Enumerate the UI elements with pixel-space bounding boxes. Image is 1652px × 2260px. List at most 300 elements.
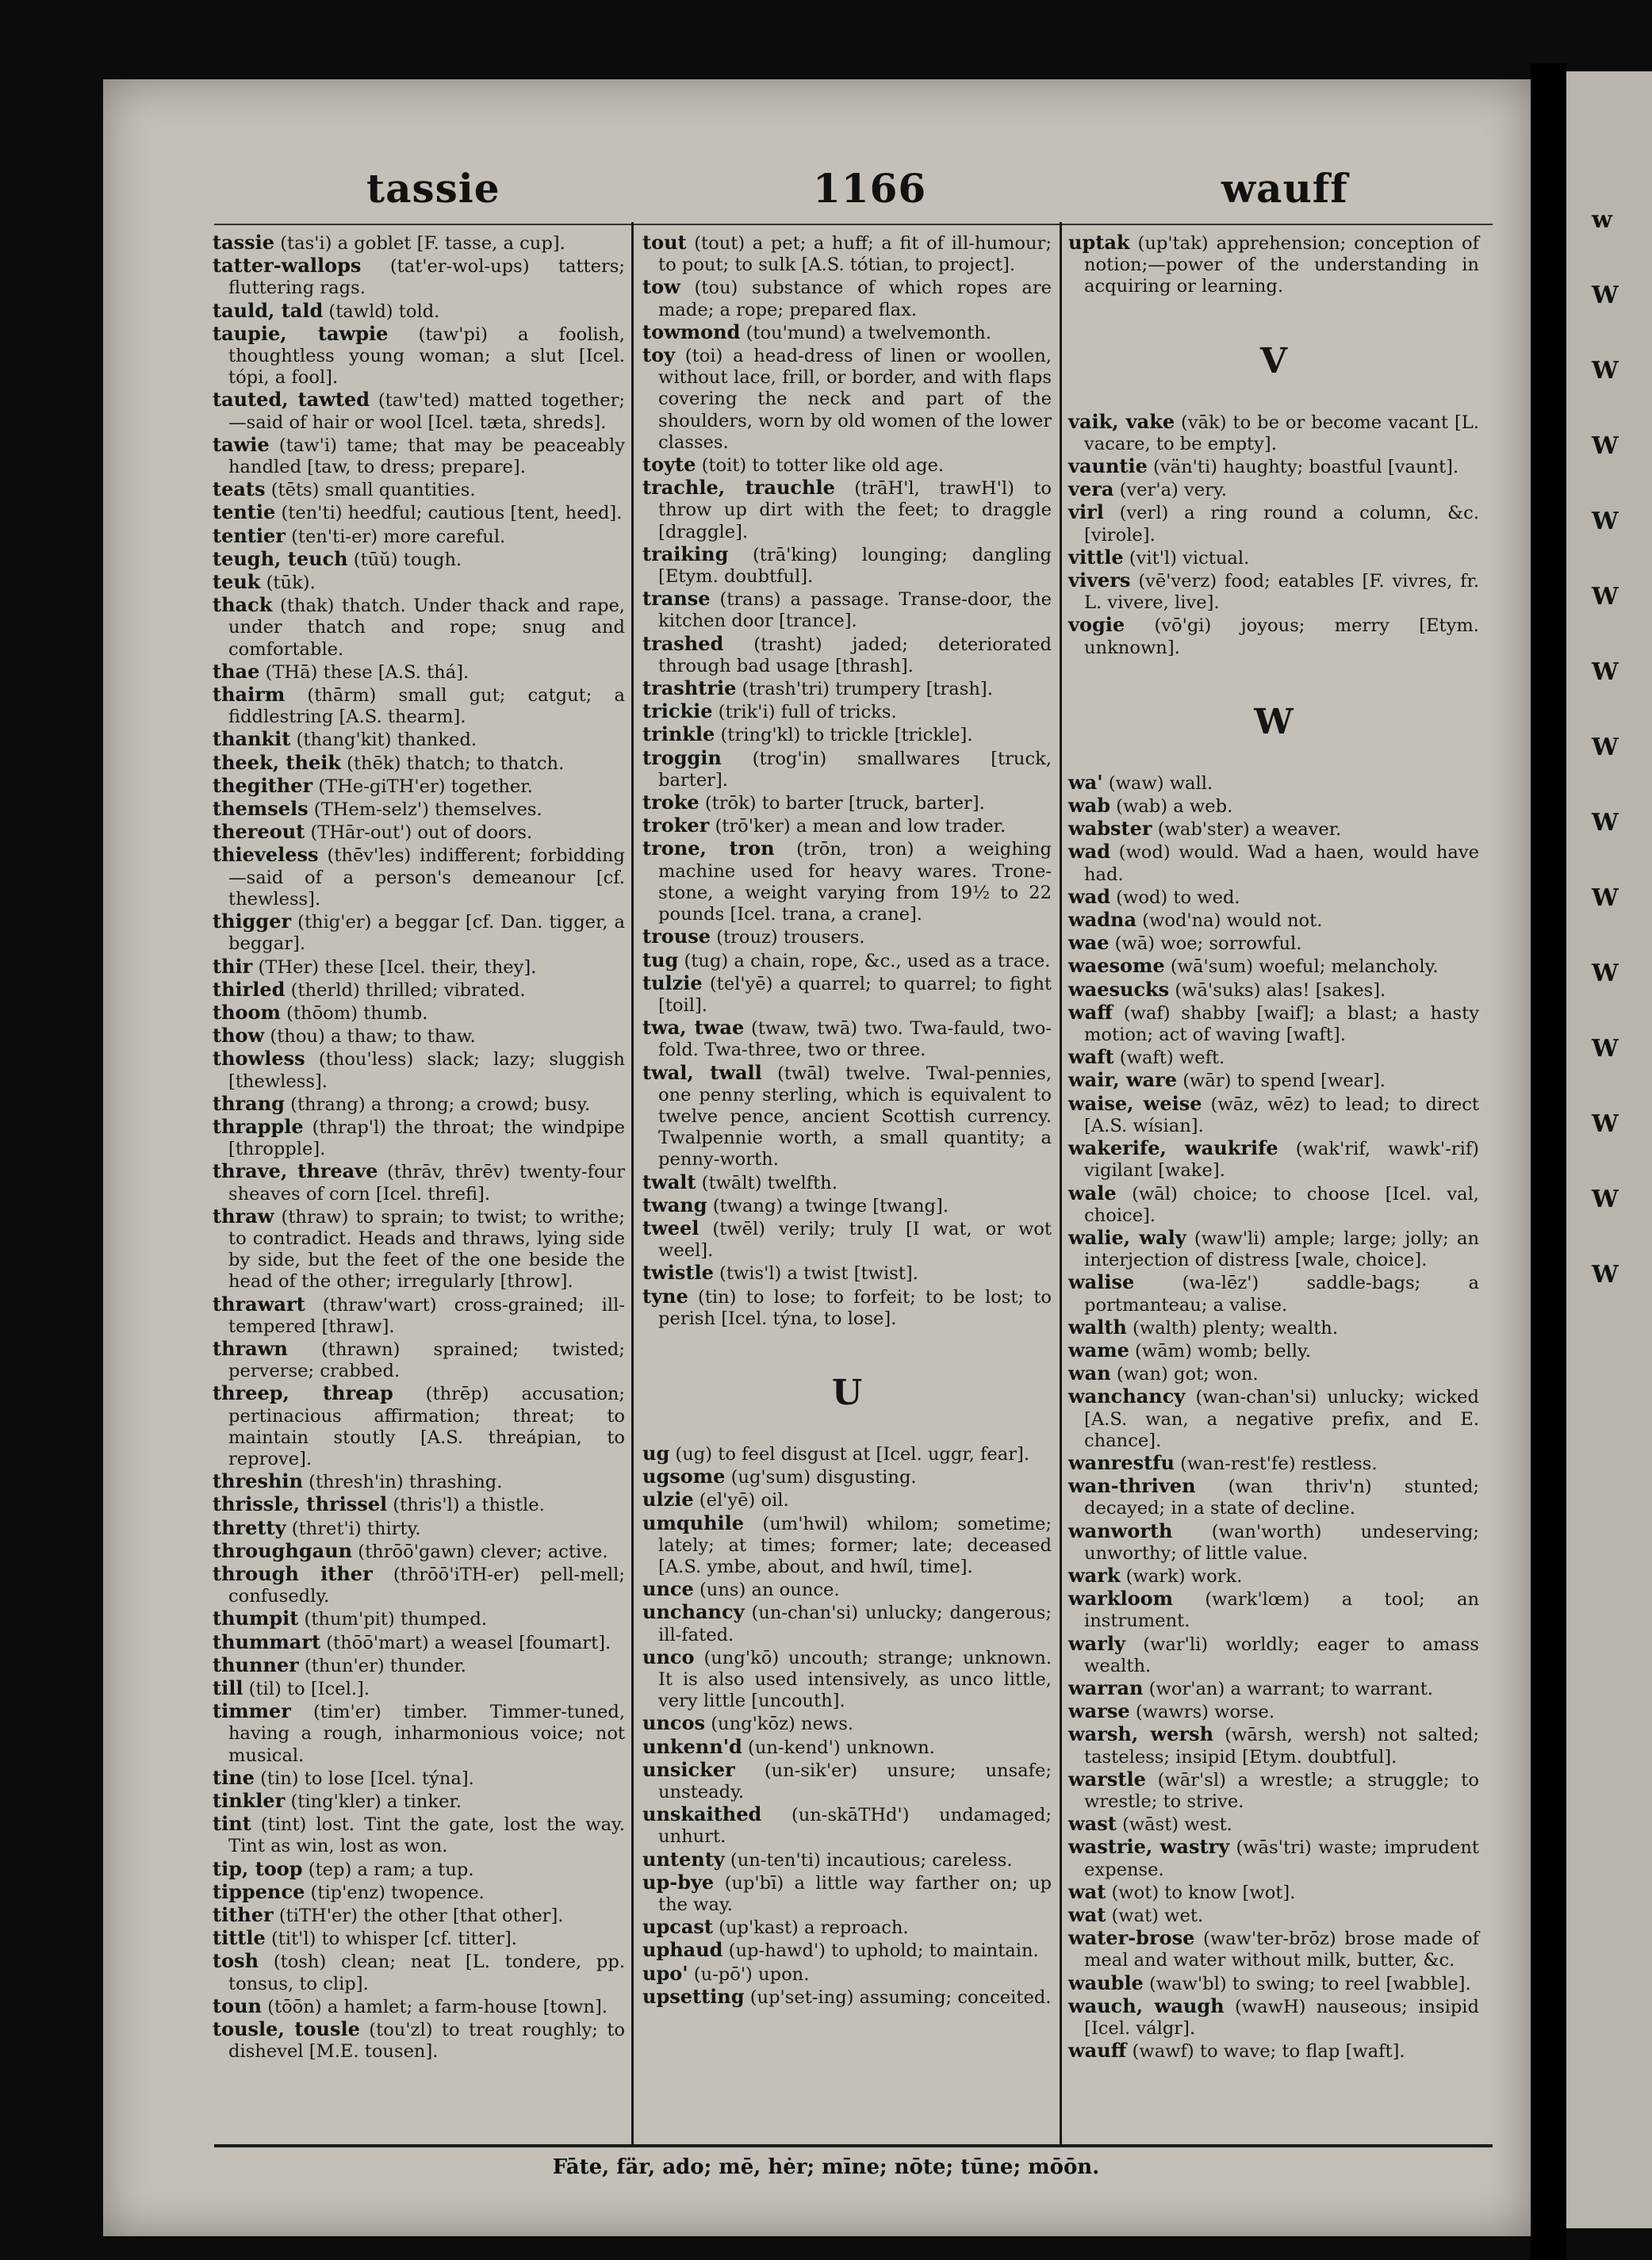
dictionary-entry	[1068, 1046, 1479, 1069]
entry-definition: (up'set-ing) assuming; conceited.	[744, 1986, 1052, 2008]
dictionary-entry	[213, 798, 625, 821]
dictionary-entry	[642, 1803, 1052, 1848]
dictionary-entry	[642, 700, 1052, 723]
entry-headword: thrang	[213, 1091, 285, 1115]
entry-headword: wae	[1068, 931, 1110, 955]
dictionary-entry	[1068, 841, 1479, 885]
next-page-fragment: W	[1592, 282, 1619, 309]
entry-definition: (up'tak) apprehension; conception of notion;—power of the understanding in acquiring or learning.	[1084, 233, 1479, 297]
entry-definition: (thris'l) a thistle.	[387, 1495, 545, 1516]
dictionary-entry	[1068, 1385, 1479, 1452]
entry-definition: (tūŭ) tough.	[347, 549, 462, 570]
dictionary-entry	[213, 752, 625, 775]
next-page-fragment: W	[1592, 1110, 1619, 1138]
entry-definition: (wan thriv'n) stunted; decayed; in a state of decline.	[1084, 1477, 1479, 1519]
dictionary-entry	[642, 1171, 1052, 1194]
dictionary-entry	[642, 1601, 1052, 1645]
dictionary-entry	[1068, 501, 1479, 546]
entry-headword: wa'	[1068, 770, 1103, 794]
column-1	[213, 232, 625, 2236]
entry-headword: waise, weise	[1068, 1091, 1202, 1115]
dictionary-entry	[213, 910, 625, 955]
entry-definition: (twang) a twinge [twang].	[707, 1195, 949, 1216]
dictionary-entry	[213, 501, 625, 524]
entry-definition: (thou'less) slack; lazy; sluggish [thewless].	[228, 1049, 625, 1092]
dictionary-entry	[213, 594, 625, 661]
dictionary-entry	[1068, 1881, 1479, 1904]
entry-headword: wale	[1068, 1181, 1117, 1205]
entry-definition: (vō'gi) joyous; merry [Etym. unknown].	[1084, 615, 1479, 658]
dictionary-entry	[642, 837, 1052, 925]
column-divider-2	[1060, 222, 1062, 2144]
dictionary-entry	[642, 276, 1052, 320]
entry-headword: tentie	[213, 500, 276, 524]
entry-definition: (wor'an) a warrant; to warrant.	[1143, 1678, 1433, 1699]
entry-headword: threep, threap	[213, 1381, 393, 1405]
section-letter: V	[1259, 340, 1288, 381]
entry-headword: teugh, teuch	[213, 546, 348, 570]
dictionary-entry	[213, 1607, 625, 1630]
entry-definition: (twis'l) a twist [twist].	[713, 1263, 918, 1285]
dictionary-entry	[213, 775, 625, 798]
dictionary-entry	[213, 1116, 625, 1160]
entry-definition: (wā'suks) alas! [sakes].	[1169, 979, 1386, 1001]
next-page-fragment: W	[1592, 734, 1619, 761]
entry-definition: (ug'sum) disgusting.	[725, 1467, 917, 1488]
entry-headword: thieveless	[213, 843, 319, 867]
entry-headword: umquhile	[642, 1511, 745, 1534]
entry-headword: walise	[1068, 1270, 1135, 1294]
entry-definition: (tit'l) to whisper [cf. titter].	[265, 1929, 517, 1950]
entry-definition: (trāH'l, trawH'l) to throw up dirt with the feet; to draggle [draggle].	[658, 478, 1052, 542]
entry-definition: (u-pō') upon.	[688, 1963, 810, 1985]
entry-definition: (thrap'l) the throat; the windpipe [thropple].	[228, 1117, 625, 1160]
entry-headword: uptak	[1068, 231, 1130, 254]
entry-definition: (wak'rif, wawk'-rif) vigilant [wake].	[1084, 1139, 1479, 1182]
section-letter: U	[831, 1372, 863, 1413]
dictionary-entry	[213, 1002, 625, 1025]
entry-headword: toun	[213, 1994, 262, 2017]
dictionary-entry	[642, 972, 1052, 1017]
dictionary-entry	[1068, 1316, 1479, 1339]
entry-headword: wauble	[1068, 1971, 1144, 1994]
dictionary-entry	[213, 1493, 625, 1516]
entry-definition: (ung'kōz) news.	[705, 1714, 854, 1735]
entry-definition: (wot) to know [wot].	[1106, 1882, 1296, 1903]
entry-headword: tauld, tald	[213, 298, 324, 322]
entry-definition: (taw'pi) a foolish, thoughtless young woman; a slut [Icel. tópi, a fool].	[228, 324, 625, 389]
entry-headword: wad	[1068, 840, 1110, 864]
dictionary-entry	[213, 1904, 625, 1927]
dictionary-entry	[642, 1062, 1052, 1171]
entry-definition: (thēk) thatch; to thatch.	[340, 753, 565, 774]
entry-definition: (waw'li) ample; large; jolly; an interjection of distress [wale, choice].	[1084, 1228, 1479, 1271]
entry-definition: (thēv'les) indifferent; forbidding—said of a person's demeanour [cf. thewless].	[228, 845, 625, 910]
dictionary-entry	[213, 728, 625, 751]
entry-headword: thegither	[213, 773, 313, 797]
column-divider-1	[631, 222, 634, 2144]
entry-headword: wat	[1068, 1903, 1106, 1926]
entry-definition: (wawrs) worse.	[1129, 1702, 1275, 1723]
dictionary-entry	[1068, 1137, 1479, 1182]
entry-definition: (wan'worth) undeserving; unworthy; of little value.	[1084, 1521, 1479, 1564]
entry-headword: wanrestfu	[1068, 1450, 1175, 1474]
dictionary-entry	[213, 1950, 625, 1994]
dictionary-entry	[642, 1465, 1052, 1488]
entry-headword: walie, waly	[1068, 1225, 1186, 1249]
column-3	[1068, 232, 1479, 2236]
dictionary-entry	[213, 232, 625, 255]
entry-headword: teats	[213, 477, 266, 501]
entry-headword: water-brose	[1068, 1926, 1195, 1950]
entry-definition: (wām) womb; belly.	[1129, 1340, 1311, 1362]
dictionary-entry	[1068, 1271, 1479, 1316]
dictionary-entry	[1068, 1588, 1479, 1632]
dictionary-entry	[642, 477, 1052, 543]
entry-definition: (trōk) to barter [truck, barter].	[699, 793, 985, 814]
dictionary-entry	[642, 1194, 1052, 1217]
entry-headword: warkloom	[1068, 1587, 1174, 1611]
dictionary-entry	[213, 255, 625, 299]
entry-headword: wab	[1068, 794, 1110, 818]
entry-headword: wadna	[1068, 908, 1136, 932]
entry-headword: unkenn'd	[642, 1734, 742, 1758]
entry-headword: trone, tron	[642, 837, 775, 860]
next-page-fragment: W	[1592, 809, 1619, 837]
dictionary-entry	[1068, 1520, 1479, 1565]
entry-headword: tweel	[642, 1216, 700, 1239]
entry-definition: (twaw, twā) two. Twa-fauld, two-fold. Twa-three, two or three.	[658, 1018, 1052, 1061]
dictionary-entry	[1068, 1904, 1479, 1927]
dictionary-entry	[213, 1205, 625, 1293]
dictionary-entry	[213, 979, 625, 1002]
dictionary-entry	[213, 1540, 625, 1563]
dictionary-entry	[642, 1217, 1052, 1262]
entry-headword: toy	[642, 343, 676, 367]
dictionary-entry	[213, 661, 625, 684]
entry-headword: tow	[642, 275, 680, 299]
dictionary-entry	[213, 1160, 625, 1205]
next-page-fragment: W	[1592, 1261, 1619, 1289]
dictionary-entry	[642, 543, 1052, 588]
entry-headword: trashed	[642, 631, 724, 655]
entry-definition: (ung'kō) uncouth; strange; unknown. It is also used intensively, as unco little, very little [uncouth].	[658, 1647, 1052, 1712]
entry-headword: traiking	[642, 542, 729, 565]
entry-definition: (el'yē) oil.	[693, 1490, 789, 1511]
dictionary-entry	[213, 1048, 625, 1092]
entry-definition: (THā) these [A.S. thá].	[259, 661, 470, 683]
next-page-fragment: W	[1592, 1035, 1619, 1063]
dictionary-entry	[1068, 1836, 1479, 1880]
dictionary-entry	[213, 1093, 625, 1116]
entry-definition: (til) to [Icel.].	[243, 1679, 370, 1699]
entry-definition: (thou) a thaw; to thaw.	[264, 1026, 476, 1048]
entry-headword: troke	[642, 791, 700, 814]
entry-definition: (twēl) verily; truly [I wat, or wot weel].	[658, 1218, 1052, 1262]
dictionary-entry	[213, 300, 625, 323]
next-page-fragment: W	[1592, 432, 1619, 460]
dictionary-entry	[1068, 2040, 1479, 2063]
dictionary-entry	[642, 925, 1052, 948]
entry-definition: (wārsh, wersh) not salted; tasteless; insipid [Etym. doubtful].	[1084, 1725, 1479, 1768]
entry-headword: twang	[642, 1193, 707, 1216]
next-page-fragment: W	[1592, 960, 1619, 987]
entry-headword: trachle, trauchle	[642, 476, 835, 500]
entry-definition: (toit) to totter like old age.	[696, 455, 945, 477]
entry-headword: up-bye	[642, 1870, 715, 1894]
entry-definition: (THer) these [Icel. their, they].	[252, 956, 537, 978]
entry-headword: thirled	[213, 977, 286, 1001]
dictionary-entry	[642, 1963, 1052, 1986]
pronunciation-key: Fāte, fär, ado; mē, hėr; mīne; nōte; tūne; mōōn.	[552, 2155, 1100, 2179]
entry-definition: (thresh'in) thrashing.	[302, 1472, 503, 1493]
dictionary-entry	[213, 1927, 625, 1950]
entry-headword: wame	[1068, 1338, 1129, 1362]
entry-headword: thir	[213, 954, 253, 978]
dictionary-entry	[213, 1025, 625, 1048]
entry-headword: vaik, vake	[1068, 409, 1175, 433]
entry-headword: twa, twae	[642, 1016, 745, 1040]
next-page-fragment: W	[1592, 884, 1619, 912]
entry-headword: unco	[642, 1645, 695, 1668]
entry-headword: tither	[213, 1903, 274, 1927]
entry-headword: thankit	[213, 727, 291, 751]
entry-headword: thraw	[213, 1204, 274, 1228]
dictionary-entry	[1068, 232, 1479, 298]
dictionary-entry	[1068, 795, 1479, 818]
entry-definition: (thrawn) sprained; twisted; perverse; crabbed.	[228, 1339, 625, 1382]
dictionary-entry	[213, 548, 625, 571]
entry-definition: (wab) a web.	[1110, 796, 1233, 818]
entry-definition: (wod'na) would not.	[1136, 910, 1323, 932]
entry-headword: upo'	[642, 1961, 688, 1985]
dictionary-entry	[642, 1578, 1052, 1601]
left-running-headword: tassie	[366, 165, 500, 212]
dictionary-entry	[642, 454, 1052, 477]
entry-definition: (tint) lost. Tint the gate, lost the way. Tint as win, lost as won.	[228, 1814, 625, 1857]
dictionary-entry	[642, 723, 1052, 746]
entry-definition: (thraw) to sprain; to twist; to writhe; to contradict. Heads and thraws, lying side by side, but the feet of the one beside the head of the other; irregularly [throw].	[228, 1206, 625, 1293]
dictionary-entry	[1068, 1362, 1479, 1385]
entry-headword: thae	[213, 659, 260, 683]
entry-definition: (thun'er) thunder.	[298, 1655, 466, 1676]
entry-definition: (vē'verz) food; eatables [F. vivres, fr. L. vivere, live].	[1084, 571, 1479, 614]
entry-headword: tousle, tousle	[213, 2017, 360, 2041]
dictionary-entry	[213, 1881, 625, 1904]
entry-headword: untenty	[642, 1847, 725, 1871]
dictionary-entry	[213, 323, 625, 389]
entry-headword: tittle	[213, 1926, 266, 1950]
dictionary-entry	[213, 478, 625, 501]
entry-definition: (un-kend') unknown.	[742, 1737, 935, 1758]
dictionary-entry	[1068, 1093, 1479, 1137]
entry-definition: (tug) a chain, rope, &c., used as a trace.	[678, 950, 1051, 971]
entry-definition: (tou) substance of which ropes are made; a rope; prepared flax.	[658, 278, 1052, 320]
entry-definition: (vän'ti) haughty; boastful [vaunt].	[1147, 457, 1459, 478]
entry-definition: (thang'kit) thanked.	[290, 730, 477, 751]
dictionary-entry	[213, 1631, 625, 1654]
dictionary-entry	[213, 1654, 625, 1677]
entry-headword: thrawn	[213, 1336, 288, 1360]
entry-definition: (twālt) twelfth.	[696, 1172, 837, 1193]
dictionary-entry	[1068, 1768, 1479, 1813]
entry-headword: thack	[213, 593, 273, 617]
entry-headword: trashtrie	[642, 676, 737, 700]
dictionary-entry	[1068, 1069, 1479, 1092]
entry-headword: thow	[213, 1024, 265, 1048]
dictionary-entry	[213, 571, 625, 594]
dictionary-entry	[1068, 1182, 1479, 1227]
entry-definition: (wan) got; won.	[1110, 1364, 1259, 1385]
entry-definition: (tiTH'er) the other [that other].	[273, 1906, 564, 1927]
entry-definition: (un-skāTHd') undamaged; unhurt.	[658, 1805, 1052, 1848]
entry-headword: waesome	[1068, 954, 1165, 978]
dictionary-entry	[1068, 886, 1479, 909]
entry-headword: transe	[642, 587, 711, 611]
entry-headword: wair, ware	[1068, 1068, 1178, 1092]
entry-definition: (un-sik'er) unsure; unsafe; unsteady.	[658, 1760, 1052, 1802]
dictionary-entry	[642, 1017, 1052, 1061]
entry-definition: (thraw'wart) cross-grained; ill-tempered [thraw].	[228, 1294, 625, 1337]
dictionary-entry	[213, 1382, 625, 1470]
entry-definition: (tel'yē) a quarrel; to quarrel; to fight [toil].	[658, 973, 1052, 1016]
dictionary-entry	[213, 684, 625, 728]
next-page-fragment: W	[1592, 1186, 1619, 1213]
entry-definition: (war'li) worldly; eager to amass wealth.	[1084, 1634, 1479, 1676]
dictionary-entry	[642, 633, 1052, 677]
entry-headword: thrawart	[213, 1292, 305, 1316]
dictionary-entry	[1068, 909, 1479, 932]
entry-definition: (un-ten'ti) incautious; careless.	[724, 1849, 1013, 1871]
page-number: 1166	[813, 165, 927, 212]
entry-headword: wanworth	[1068, 1519, 1173, 1542]
entry-definition: (taw'i) tame; that may be peaceably handled [taw, to dress; prepare].	[228, 435, 625, 478]
dictionary-entry	[213, 1767, 625, 1790]
entry-headword: tawie	[213, 432, 270, 456]
entry-headword: vivers	[1068, 569, 1131, 592]
entry-definition: (wark) work.	[1120, 1565, 1243, 1587]
entry-headword: thrapple	[213, 1114, 304, 1138]
entry-definition: (thōom) thumb.	[280, 1002, 428, 1024]
entry-definition: (trouz) trousers.	[710, 927, 865, 948]
dictionary-entry	[1068, 1972, 1479, 1995]
entry-headword: wauch, waugh	[1068, 1994, 1225, 2017]
dictionary-entry	[213, 1858, 625, 1881]
entry-headword: tassie	[213, 231, 275, 254]
entry-definition: (tou'mund) a twelvemonth.	[740, 322, 992, 343]
dictionary-entry	[642, 1512, 1052, 1579]
entry-headword: vogie	[1068, 613, 1125, 637]
entry-definition: (wark'lœm) a tool; an instrument.	[1084, 1589, 1479, 1632]
entry-definition: (tip'enz) twopence.	[305, 1882, 485, 1903]
entry-definition: (thrāv, thrēv) twenty-four sheaves of corn [Icel. threfi].	[228, 1162, 625, 1205]
entry-headword: troker	[642, 814, 710, 837]
dictionary-entry	[642, 1646, 1052, 1713]
entry-headword: waesucks	[1068, 977, 1170, 1001]
entry-definition: (trog'in) smallwares [truck, barter].	[658, 748, 1052, 791]
entry-headword: thretty	[213, 1515, 286, 1539]
dictionary-entry	[1068, 411, 1479, 455]
entry-definition: (twāl) twelve. Twal-pennies, one penny sterling, which is equivalent to twelve pence, ancient Scottish currency. Twalpennie worth, a small quantity; a penny-worth.	[658, 1063, 1052, 1170]
dictionary-entry	[213, 1338, 625, 1382]
entry-definition: (up-hawd') to uphold; to maintain.	[723, 1940, 1039, 1962]
entry-headword: wark	[1068, 1563, 1121, 1587]
dictionary-entry	[1068, 1565, 1479, 1588]
book-gutter	[1531, 63, 1566, 2260]
entry-definition: (waft) weft.	[1113, 1048, 1225, 1069]
dictionary-entry	[642, 1285, 1052, 1330]
dictionary-entry	[213, 2018, 625, 2063]
entry-headword: thigger	[213, 910, 292, 933]
entry-headword: thumpit	[213, 1607, 299, 1630]
entry-headword: theek, theik	[213, 750, 341, 774]
next-page-edge	[1566, 71, 1652, 2228]
entry-definition: (um'hwil) whilom; sometime; lately; at times; former; late; deceased [A.S. ymbe, about, and hwíl, time].	[658, 1513, 1052, 1577]
entry-headword: warstle	[1068, 1767, 1146, 1791]
entry-headword: upcast	[642, 1915, 713, 1939]
entry-headword: thrave, threave	[213, 1159, 378, 1183]
dictionary-entry	[642, 1736, 1052, 1759]
entry-headword: themsels	[213, 797, 309, 821]
dictionary-entry	[642, 588, 1052, 632]
entry-definition: (taw'ted) matted together;—said of hair or wool [Icel. tæta, shreds].	[228, 390, 625, 433]
entry-headword: tosh	[213, 1949, 259, 1973]
dictionary-entry	[642, 1939, 1052, 1962]
entry-definition: (waf) shabby [waif]; a blast; a hasty motion; act of waving [waft].	[1084, 1002, 1479, 1046]
dictionary-entry	[213, 1995, 625, 2018]
entry-definition: (trō'ker) a mean and low trader.	[709, 816, 1006, 837]
dictionary-entry	[1068, 1700, 1479, 1723]
entry-definition: (THe-giTH'er) together.	[312, 776, 533, 797]
entry-headword: twalt	[642, 1170, 696, 1193]
dictionary-entry	[213, 1470, 625, 1493]
dictionary-entry	[642, 1712, 1052, 1735]
entry-headword: through ither	[213, 1561, 373, 1585]
entry-headword: waff	[1068, 1000, 1113, 1024]
entry-headword: unskaithed	[642, 1802, 762, 1826]
dictionary-entry	[213, 525, 625, 548]
entry-definition: (ten'ti) heedful; cautious [tent, heed].	[275, 503, 623, 524]
entry-definition: (wawH) nauseous; insipid [Icel. válgr].	[1084, 1996, 1479, 2040]
dictionary-entry	[213, 389, 625, 433]
entry-headword: wakerife, waukrife	[1068, 1136, 1278, 1160]
entry-headword: trouse	[642, 925, 711, 948]
entry-definition: (trans) a passage. Transe-door, the kitchen door [trance].	[658, 589, 1052, 632]
entry-definition: (vāk) to be or become vacant [L. vacare, to be empty].	[1084, 412, 1479, 454]
dictionary-entry	[1068, 1995, 1479, 2040]
dictionary-entry	[1068, 569, 1479, 614]
entry-headword: virl	[1068, 500, 1104, 524]
entry-headword: timmer	[213, 1699, 291, 1723]
entry-definition: (tēts) small quantities.	[265, 480, 476, 501]
entry-definition: (waw'bl) to swing; to reel [wabble].	[1143, 1973, 1471, 1994]
entry-definition: (wod) to wed.	[1110, 887, 1240, 908]
entry-definition: (wan-chan'si) unlucky; wicked [A.S. wan, a negative prefix, and E. chance].	[1084, 1387, 1479, 1451]
dictionary-entry	[1068, 955, 1479, 978]
entry-headword: throughgaun	[213, 1538, 353, 1562]
entry-headword: tout	[642, 231, 687, 254]
dictionary-entry	[1068, 1227, 1479, 1271]
entry-headword: wastrie, wastry	[1068, 1835, 1230, 1859]
entry-definition: (tūk).	[260, 573, 316, 594]
entry-definition: (trik'i) full of tricks.	[712, 702, 897, 723]
entry-definition: (wāst) west.	[1116, 1814, 1232, 1836]
entry-headword: wanchancy	[1068, 1385, 1186, 1408]
entry-definition: (up'kast) a reproach.	[713, 1917, 909, 1939]
entry-headword: teuk	[213, 570, 261, 594]
entry-headword: ug	[642, 1441, 670, 1465]
dictionary-entry	[642, 1871, 1052, 1916]
